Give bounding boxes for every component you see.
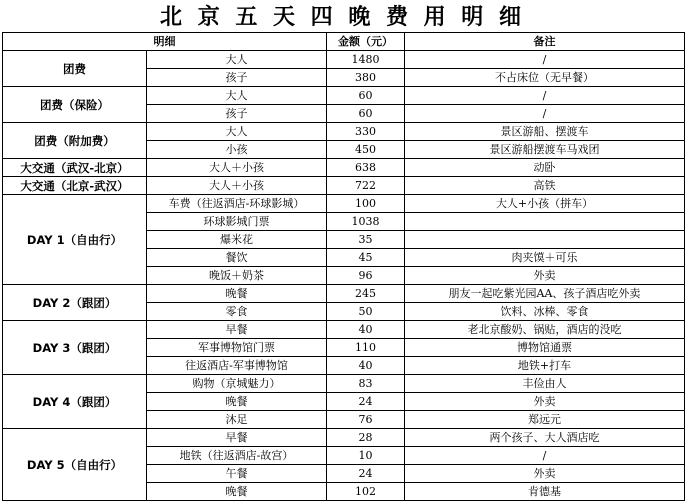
amount-cell: 380 [327,69,405,87]
note-cell: 外卖 [405,393,685,411]
table-row [3,321,685,339]
table-row [3,375,685,393]
item-cell: 大人＋小孩 [147,159,327,177]
category-cell: 团费（附加费） [3,123,147,159]
amount-cell: 1480 [327,51,405,69]
item-cell: 大人＋小孩 [147,177,327,195]
table-row [3,87,685,105]
note-cell: 郑远元 [405,411,685,429]
note-cell: 动卧 [405,159,685,177]
item-cell: 军事博物馆门票 [147,339,327,357]
item-cell: 孩子 [147,105,327,123]
note-cell: 博物馆通票 [405,339,685,357]
item-cell: 晚餐 [147,393,327,411]
amount-cell: 10 [327,447,405,465]
note-cell [405,231,685,249]
note-cell: 景区游船、摆渡车 [405,123,685,141]
note-cell: / [405,87,685,105]
amount-cell: 24 [327,393,405,411]
note-cell: 景区游船摆渡车马戏团 [405,141,685,159]
note-cell: / [405,447,685,465]
item-cell: 孩子 [147,69,327,87]
table-header-row [3,33,685,51]
amount-cell: 28 [327,429,405,447]
amount-cell: 83 [327,375,405,393]
note-cell: 朋友一起吃紫光园AA、孩子酒店吃外卖 [405,285,685,303]
amount-cell: 76 [327,411,405,429]
amount-cell: 245 [327,285,405,303]
item-cell: 往返酒店-军事博物馆 [147,357,327,375]
amount-cell: 1038 [327,213,405,231]
item-cell: 早餐 [147,321,327,339]
note-cell: 不占床位（无早餐） [405,69,685,87]
note-cell: 大人+小孩（拼车） [405,195,685,213]
item-cell: 晚饭＋奶茶 [147,267,327,285]
header-detail: 明细 [3,33,327,51]
amount-cell: 24 [327,465,405,483]
amount-cell: 40 [327,357,405,375]
category-cell: DAY 3（跟团） [3,321,147,375]
item-cell: 零食 [147,303,327,321]
item-cell: 大人 [147,123,327,141]
note-cell: 高铁 [405,177,685,195]
expense-table [2,32,685,501]
amount-cell: 110 [327,339,405,357]
category-cell: DAY 1（自由行） [3,195,147,285]
table-row [3,285,685,303]
item-cell: 地铁（往返酒店-故宫） [147,447,327,465]
amount-cell: 330 [327,123,405,141]
table-row [3,429,685,447]
amount-cell: 96 [327,267,405,285]
note-cell: 饮料、冰棒、零食 [405,303,685,321]
category-cell: 大交通（北京-武汉） [3,177,147,195]
table-row [3,159,685,177]
item-cell: 小孩 [147,141,327,159]
table-row [3,177,685,195]
category-cell: DAY 4（跟团） [3,375,147,429]
amount-cell: 40 [327,321,405,339]
note-cell: 两个孩子、大人酒店吃 [405,429,685,447]
item-cell: 午餐 [147,465,327,483]
item-cell: 爆米花 [147,231,327,249]
amount-cell: 638 [327,159,405,177]
amount-cell: 722 [327,177,405,195]
table-row [3,195,685,213]
note-cell: 肉夹馍＋可乐 [405,249,685,267]
amount-cell: 50 [327,303,405,321]
item-cell: 晚餐 [147,285,327,303]
table-row [3,123,685,141]
table-body [3,51,685,501]
item-cell: 早餐 [147,429,327,447]
item-cell: 环球影城门票 [147,213,327,231]
header-amount: 金额（元） [327,33,405,51]
note-cell: 肯德基 [405,483,685,501]
note-cell: 老北京酸奶、锅贴，酒店的没吃 [405,321,685,339]
category-cell: 团费 [3,51,147,87]
note-cell: 外卖 [405,267,685,285]
amount-cell: 60 [327,87,405,105]
note-cell: 外卖 [405,465,685,483]
item-cell: 大人 [147,87,327,105]
amount-cell: 102 [327,483,405,501]
category-cell: 团费（保险） [3,87,147,123]
item-cell: 大人 [147,51,327,69]
amount-cell: 60 [327,105,405,123]
amount-cell: 45 [327,249,405,267]
note-cell: 地铁+打车 [405,357,685,375]
amount-cell: 100 [327,195,405,213]
note-cell [405,213,685,231]
note-cell: / [405,51,685,69]
category-cell: 大交通（武汉-北京） [3,159,147,177]
category-cell: DAY 5（自由行） [3,429,147,501]
note-cell: 丰俭由人 [405,375,685,393]
page-title: 北 京 五 天 四 晚 费 用 明 细 [160,4,525,30]
item-cell: 沐足 [147,411,327,429]
item-cell: 晚餐 [147,483,327,501]
amount-cell: 35 [327,231,405,249]
amount-cell: 450 [327,141,405,159]
item-cell: 车费（往返酒店-环球影城） [147,195,327,213]
header-note: 备注 [405,33,685,51]
item-cell: 餐饮 [147,249,327,267]
table-row [3,51,685,69]
item-cell: 购物（京城魅力） [147,375,327,393]
note-cell: / [405,105,685,123]
category-cell: DAY 2（跟团） [3,285,147,321]
